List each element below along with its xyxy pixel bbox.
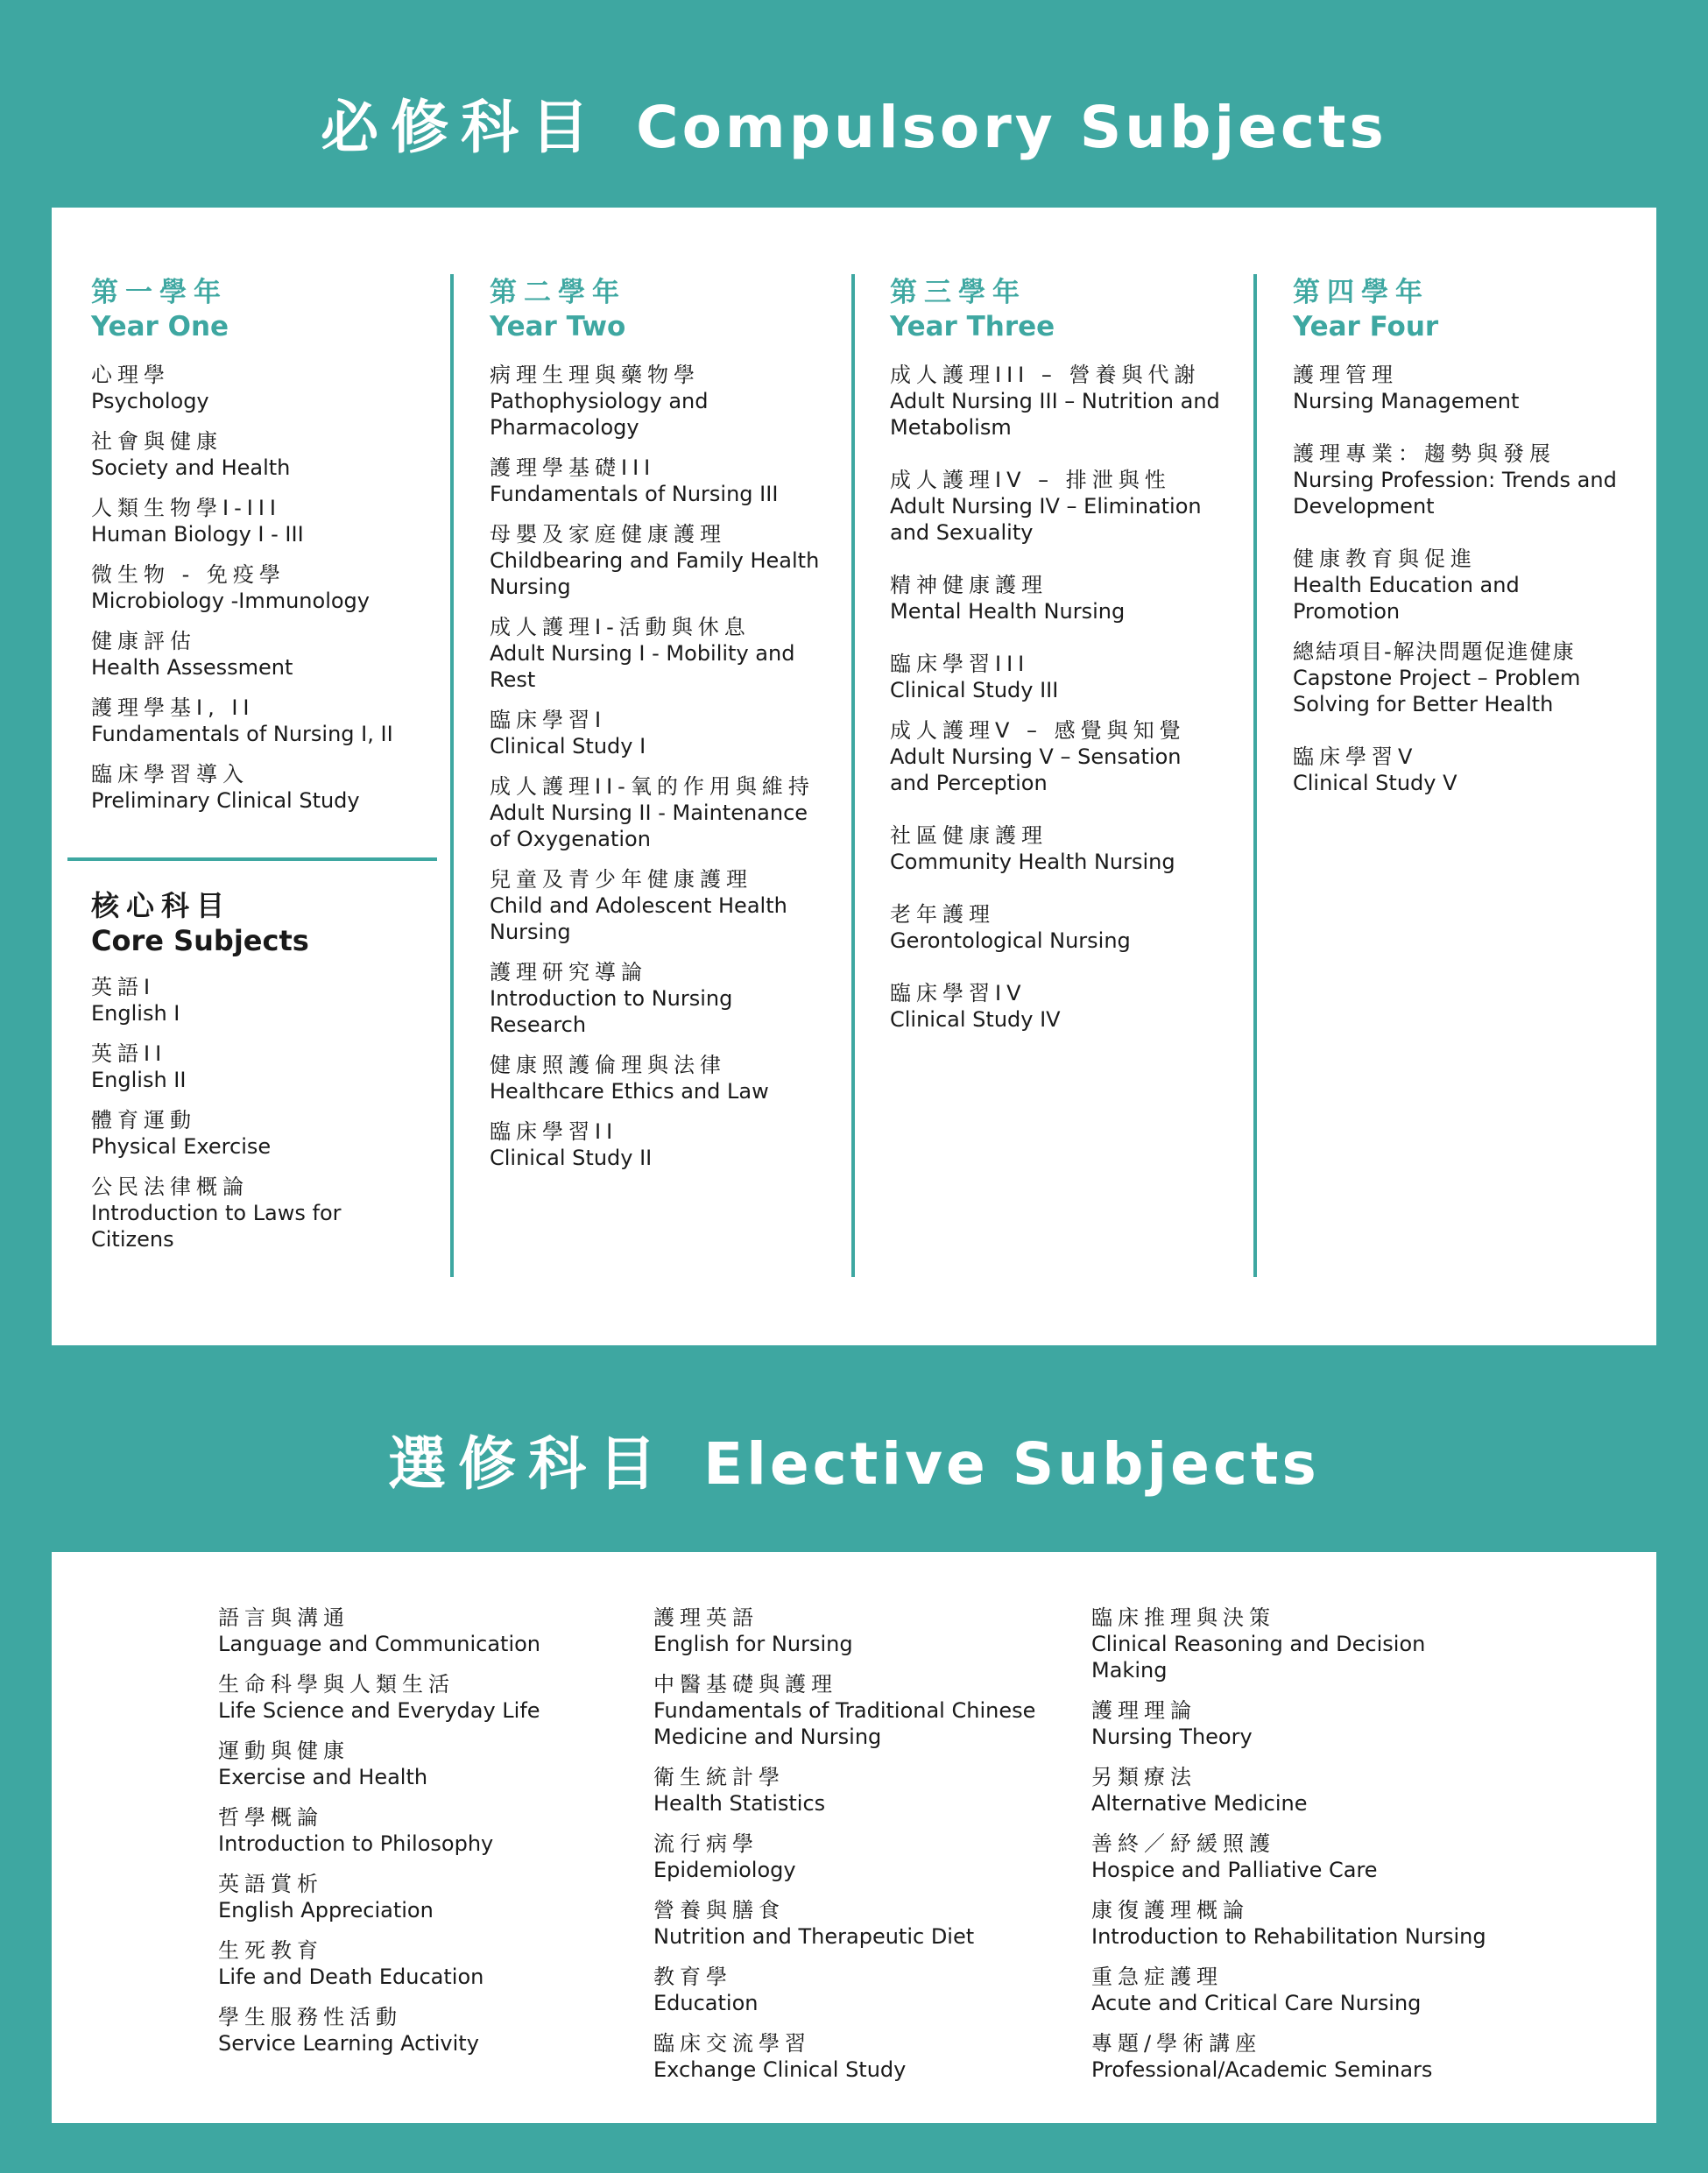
subject-item — [490, 866, 840, 945]
subject-zh: 成人護理I-活動與休息 — [490, 615, 751, 639]
elective-column-3 — [1091, 1605, 1547, 2097]
subject-zh: 英語I — [91, 975, 156, 999]
subject-en: Psychology — [91, 389, 209, 413]
elective-title-zh: 選修科目 — [388, 1430, 669, 1498]
compulsory-title-en: Compulsory Subjects — [636, 94, 1387, 161]
subject-en: Clinical Study II — [490, 1146, 653, 1170]
subject-zh: 語言與溝通 — [218, 1605, 349, 1630]
subject-en: Adult Nursing II - Maintenance of Oxygenation — [490, 801, 808, 851]
subject-item — [890, 822, 1245, 875]
subject-item — [653, 1964, 1065, 2016]
subject-en: Exchange Clinical Study — [653, 2057, 907, 2082]
elective-column-1 — [218, 1605, 603, 2071]
subject-item — [890, 717, 1245, 796]
subject-item — [490, 1052, 840, 1104]
subject-zh: 臨床推理與決策 — [1091, 1605, 1275, 1630]
subject-zh: 護理研究導論 — [490, 960, 647, 984]
subject-zh: 運動與健康 — [218, 1739, 349, 1763]
subject-item — [890, 362, 1245, 441]
subject-item — [218, 1605, 603, 1657]
subject-en: Clinical Study I — [490, 734, 646, 758]
subject-item — [653, 1764, 1065, 1817]
subject-en: Pathophysiology and Pharmacology — [490, 389, 709, 440]
year-four-column — [1293, 276, 1648, 810]
core-subjects-column — [91, 888, 441, 1266]
subject-item — [1091, 2030, 1547, 2083]
year-heading-zh: 第一學年 — [91, 277, 228, 308]
subject-en: Physical Exercise — [91, 1134, 272, 1159]
subject-item — [1293, 744, 1648, 796]
subject-item — [653, 1831, 1065, 1883]
subject-zh: 營養與膳食 — [653, 1898, 785, 1923]
subject-item — [218, 1804, 603, 1857]
subject-en: Introduction to Laws for Citizens — [91, 1201, 342, 1252]
subject-item — [1293, 638, 1648, 717]
subject-en: Clinical Study IV — [890, 1007, 1061, 1032]
subject-zh: 臨床學習V — [1293, 744, 1418, 769]
year-heading-zh: 第三學年 — [890, 277, 1027, 308]
subject-item — [91, 495, 441, 547]
year-heading-zh: 第二學年 — [490, 277, 626, 308]
subject-item — [890, 572, 1245, 624]
subject-en: Life Science and Everyday Life — [218, 1698, 540, 1723]
subject-zh: 英語II — [91, 1041, 167, 1066]
subject-en: Health Statistics — [653, 1791, 826, 1816]
subject-en: Community Health Nursing — [890, 850, 1175, 874]
subject-item — [1091, 1897, 1547, 1950]
subject-en: Mental Health Nursing — [890, 599, 1126, 624]
subject-en: Fundamentals of Traditional Chinese Medicine and Nursing — [653, 1698, 1036, 1749]
subject-zh: 生命科學與人類生活 — [218, 1672, 455, 1697]
subject-item — [490, 362, 840, 441]
core-heading-zh: 核心科目 — [91, 889, 232, 922]
subject-zh: 母嬰及家庭健康護理 — [490, 522, 726, 547]
subject-item — [890, 651, 1245, 703]
subject-zh: 社會與健康 — [91, 429, 222, 454]
subject-zh: 康復護理概論 — [1091, 1898, 1249, 1923]
subject-item — [218, 1937, 603, 1990]
subject-en: Adult Nursing IV – Elimination and Sexuality — [890, 494, 1202, 545]
subject-en: Human Biology I - III — [91, 522, 304, 547]
compulsory-title — [0, 81, 1708, 164]
subject-zh: 病理生理與藥物學 — [490, 363, 700, 387]
subject-item — [1091, 1697, 1547, 1750]
subject-zh: 重急症護理 — [1091, 1965, 1223, 1989]
subject-item — [653, 2030, 1065, 2083]
subject-item — [490, 521, 840, 600]
subject-zh: 社區健康護理 — [890, 823, 1048, 848]
subject-en: Epidemiology — [653, 1858, 796, 1882]
subject-en: Microbiology -Immunology — [91, 589, 370, 613]
subject-en: Nutrition and Therapeutic Diet — [653, 1924, 975, 1949]
subject-en: Gerontological Nursing — [890, 928, 1131, 953]
subject-en: Introduction to Nursing Research — [490, 986, 733, 1037]
subject-en: English for Nursing — [653, 1632, 853, 1656]
subject-en: Capstone Project – Problem Solving for Better Health — [1293, 666, 1581, 716]
subject-en: Exercise and Health — [218, 1765, 428, 1789]
subject-zh: 護理學基礎III — [490, 455, 656, 480]
subject-en: Childbearing and Family Health Nursing — [490, 548, 820, 599]
year-heading-en: Year Four — [1293, 311, 1439, 342]
subject-item — [1091, 1605, 1547, 1683]
subject-item — [91, 1174, 441, 1252]
subject-item — [1091, 1964, 1547, 2016]
subject-item — [91, 561, 441, 614]
subject-en: Health Assessment — [91, 655, 293, 680]
subject-zh: 兒童及青少年健康護理 — [490, 867, 752, 892]
subject-zh: 護理管理 — [1293, 363, 1398, 387]
subject-zh: 健康照護倫理與法律 — [490, 1053, 726, 1077]
subject-item — [91, 1107, 441, 1160]
subject-en: Adult Nursing I - Mobility and Rest — [490, 641, 795, 692]
subject-item — [1293, 362, 1648, 414]
subject-zh: 成人護理V – 感覺與知覺 — [890, 718, 1186, 743]
subject-en: Professional/Academic Seminars — [1091, 2057, 1433, 2082]
subject-en: Child and Adolescent Health Nursing — [490, 893, 787, 944]
subject-zh: 精神健康護理 — [890, 573, 1048, 597]
subject-item — [1293, 441, 1648, 519]
subject-item — [490, 1118, 840, 1171]
subject-zh: 成人護理II-氧的作用與維持 — [490, 774, 815, 799]
subject-en: Hospice and Palliative Care — [1091, 1858, 1378, 1882]
elective-title — [0, 1417, 1708, 1500]
subject-item — [218, 1871, 603, 1923]
subject-en: Nursing Theory — [1091, 1725, 1253, 1749]
subject-zh: 成人護理IV – 排泄與性 — [890, 468, 1171, 492]
elective-column-2 — [653, 1605, 1065, 2097]
subject-item — [490, 455, 840, 507]
subject-en: Fundamentals of Nursing I, II — [91, 722, 393, 746]
subject-zh: 專題/學術講座 — [1091, 2031, 1262, 2056]
subject-item — [490, 773, 840, 852]
subject-en: Acute and Critical Care Nursing — [1091, 1991, 1422, 2015]
subject-en: Introduction to Philosophy — [218, 1831, 494, 1856]
subject-item — [890, 980, 1245, 1033]
subject-item — [91, 761, 441, 814]
subject-item — [91, 362, 441, 414]
subject-en: Education — [653, 1991, 759, 2015]
compulsory-title-zh: 必修科目 — [321, 94, 602, 161]
subject-item — [1293, 546, 1648, 624]
compulsory-panel — [52, 208, 1656, 1345]
subject-zh: 善終／紓緩照護 — [1091, 1831, 1275, 1856]
subject-en: Healthcare Ethics and Law — [490, 1079, 769, 1104]
subject-zh: 臨床交流學習 — [653, 2031, 811, 2056]
year-one-column — [91, 276, 441, 828]
subject-item — [91, 695, 441, 747]
year-two-column — [490, 276, 840, 1185]
subject-item — [218, 1738, 603, 1790]
subject-en: Clinical Reasoning and Decision Making — [1091, 1632, 1426, 1683]
subject-en: Fundamentals of Nursing III — [490, 482, 779, 506]
subject-zh: 護理英語 — [653, 1605, 759, 1630]
subject-zh: 中醫基礎與護理 — [653, 1672, 837, 1697]
subject-item — [91, 428, 441, 481]
subject-zh: 英語賞析 — [218, 1872, 323, 1896]
subject-zh: 心理學 — [91, 363, 170, 387]
subject-item — [91, 1041, 441, 1093]
subject-en: Preliminary Clinical Study — [91, 788, 360, 813]
subject-zh: 臨床學習II — [490, 1119, 618, 1144]
subject-en: Adult Nursing III – Nutrition and Metabolism — [890, 389, 1220, 440]
subject-en: Nursing Profession: Trends and Development — [1293, 468, 1617, 519]
year-heading-en: Year One — [91, 311, 229, 342]
subject-zh: 護理學基I, II — [91, 695, 255, 720]
subject-en: Clinical Study V — [1293, 771, 1457, 795]
year-three-column — [890, 276, 1245, 1047]
subject-zh: 公民法律概論 — [91, 1175, 249, 1199]
subject-zh: 健康教育與促進 — [1293, 547, 1477, 571]
elective-title-en: Elective Subjects — [703, 1430, 1320, 1498]
subject-en: Society and Health — [91, 455, 291, 480]
subject-zh: 生死教育 — [218, 1938, 323, 1963]
year-heading-en: Year Three — [890, 311, 1055, 342]
subject-item — [653, 1897, 1065, 1950]
subject-en: English II — [91, 1068, 187, 1092]
subject-item — [890, 467, 1245, 546]
subject-zh: 臨床學習IV — [890, 981, 1027, 1005]
subject-item — [490, 614, 840, 693]
subject-zh: 衛生統計學 — [653, 1765, 785, 1789]
column-divider — [450, 274, 454, 1277]
subject-zh: 臨床學習I — [490, 708, 607, 732]
subject-en: Introduction to Rehabilitation Nursing — [1091, 1924, 1486, 1949]
subject-en: Alternative Medicine — [1091, 1791, 1308, 1816]
subject-item — [218, 1671, 603, 1724]
subject-en: Nursing Management — [1293, 389, 1520, 413]
subject-en: Adult Nursing V – Sensation and Perception — [890, 744, 1182, 795]
subject-en: Clinical Study III — [890, 678, 1059, 702]
column-divider — [1253, 274, 1257, 1277]
subject-zh: 總結項目-解決問題促進健康 — [1293, 639, 1576, 664]
subject-en: Life and Death Education — [218, 1965, 484, 1989]
year-heading-zh: 第四學年 — [1293, 277, 1429, 308]
subject-item — [653, 1671, 1065, 1750]
subject-item — [653, 1605, 1065, 1657]
subject-en: Service Learning Activity — [218, 2031, 479, 2056]
subject-en: English Appreciation — [218, 1898, 434, 1923]
subject-zh: 另類療法 — [1091, 1765, 1196, 1789]
subject-zh: 成人護理III – 營養與代謝 — [890, 363, 1201, 387]
subject-zh: 微生物 - 免疫學 — [91, 562, 286, 587]
subject-en: English I — [91, 1001, 180, 1026]
subject-zh: 人類生物學I-III — [91, 496, 281, 520]
subject-zh: 體育運動 — [91, 1108, 196, 1132]
subject-item — [218, 2004, 603, 2057]
subject-zh: 哲學概論 — [218, 1805, 323, 1830]
column-divider — [851, 274, 855, 1277]
subject-zh: 臨床學習III — [890, 652, 1030, 676]
subject-en: Health Education and Promotion — [1293, 573, 1520, 624]
subject-item — [91, 628, 441, 681]
subject-zh: 護理理論 — [1091, 1698, 1196, 1723]
core-divider — [67, 857, 437, 861]
subject-zh: 健康評估 — [91, 629, 196, 653]
subject-en: Language and Communication — [218, 1632, 541, 1656]
subject-item — [890, 901, 1245, 954]
subject-zh: 護理專業：趨勢與發展 — [1293, 441, 1556, 466]
subject-item — [490, 707, 840, 759]
subject-item — [91, 974, 441, 1027]
subject-zh: 學生服務性活動 — [218, 2005, 402, 2029]
subject-item — [1091, 1764, 1547, 1817]
subject-zh: 流行病學 — [653, 1831, 759, 1856]
subject-item — [490, 959, 840, 1038]
core-heading-en: Core Subjects — [91, 924, 309, 957]
subject-zh: 教育學 — [653, 1965, 732, 1989]
elective-panel — [52, 1552, 1656, 2123]
subject-zh: 臨床學習導入 — [91, 762, 249, 787]
subject-zh: 老年護理 — [890, 902, 995, 927]
year-heading-en: Year Two — [490, 311, 626, 342]
subject-item — [1091, 1831, 1547, 1883]
